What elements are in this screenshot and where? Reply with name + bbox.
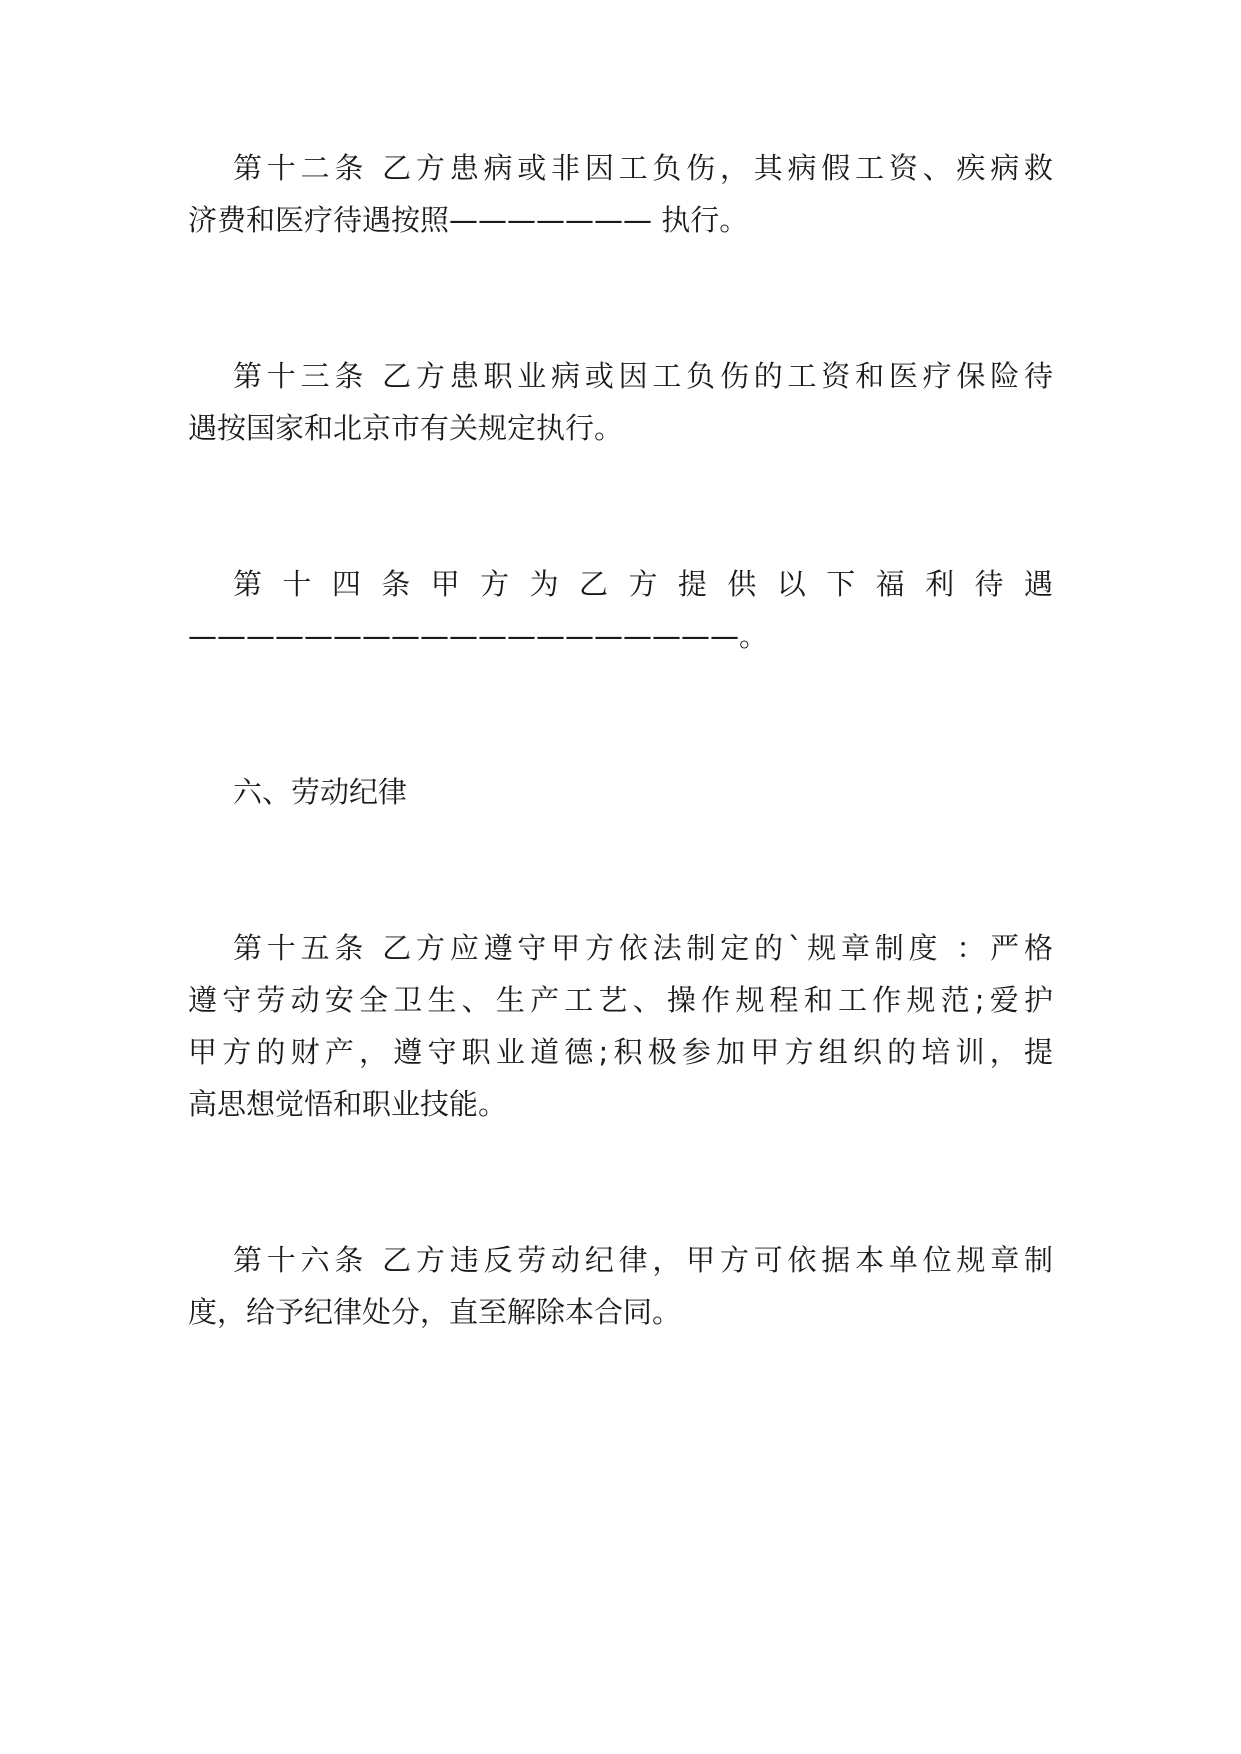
article-13-line-2: 遇按国家和北京市有关规定执行。 <box>188 411 624 445</box>
article-14-line-2: ———————————————————。 <box>188 619 769 653</box>
article-12-line-2: 济费和医疗待遇按照——————— 执行。 <box>188 203 749 237</box>
article-16-line-1: 第十六条 乙方违反劳动纪律，甲方可依据本单位规章制 <box>233 1243 1053 1277</box>
article-12-line-1: 第十二条 乙方患病或非因工负伤，其病假工资、疾病救 <box>233 151 1053 185</box>
article-15-line-1: 第十五条 乙方应遵守甲方依法制定的`规章制度 ：严格 <box>233 931 1053 965</box>
article-14-line-1: 第 十 四 条 甲 方 为 乙 方 提 供 以 下 福 利 待 遇 <box>233 567 1053 601</box>
article-15-line-4: 高思想觉悟和职业技能。 <box>188 1087 508 1121</box>
article-15-line-3: 甲方的财产，遵守职业道德;积极参加甲方组织的培训，提 <box>188 1035 1053 1069</box>
section-6-heading: 六、劳动纪律 <box>233 775 408 809</box>
article-13-line-1: 第十三条 乙方患职业病或因工负伤的工资和医疗保险待 <box>233 359 1053 393</box>
article-15-line-2: 遵守劳动安全卫生、生产工艺、操作规程和工作规范;爱护 <box>188 983 1053 1017</box>
article-16-line-2: 度，给予纪律处分，直至解除本合同。 <box>188 1295 682 1329</box>
